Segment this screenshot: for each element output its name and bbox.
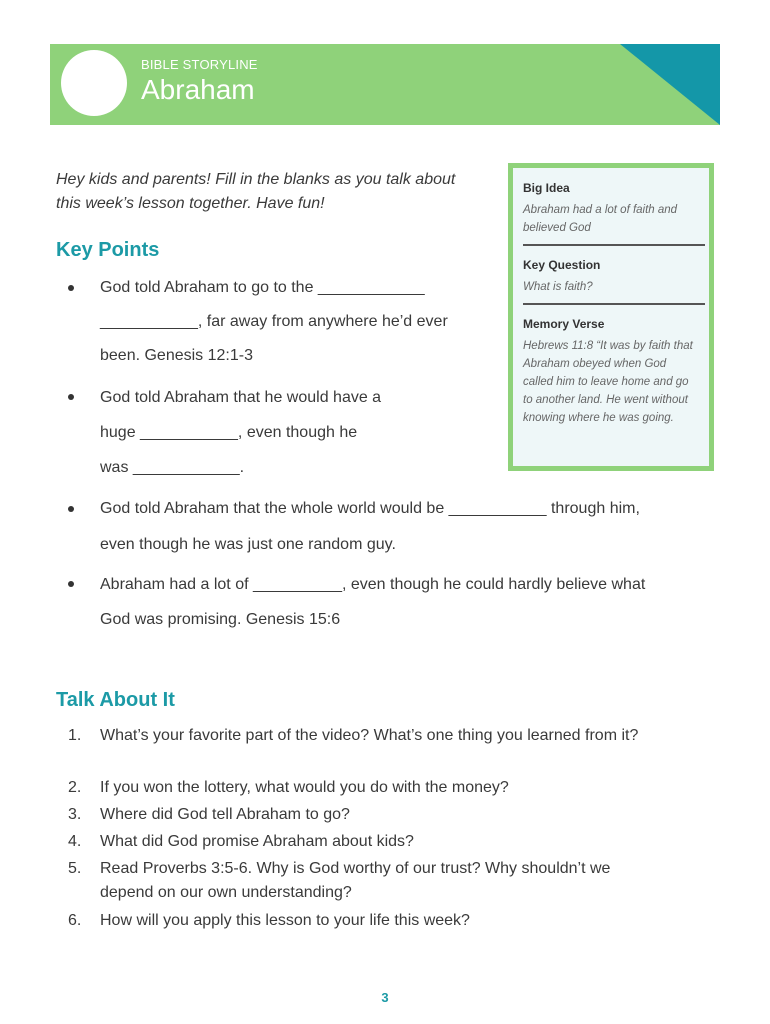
list-item-number: 4.	[68, 833, 82, 850]
key-points-heading: Key Points	[56, 239, 160, 261]
list-item: Read Proverbs 3:5-6. Why is God worthy of our trust? Why shouldn’t we depend on our own understanding?	[100, 860, 611, 901]
list-item-number: 2.	[68, 779, 82, 796]
bullet-icon	[68, 581, 74, 587]
key-question-text: What is faith?	[523, 281, 593, 293]
list-item: How will you apply this lesson to your life this week?	[100, 912, 470, 929]
list-item-number: 5.	[68, 860, 82, 877]
page-title: Abraham	[141, 74, 255, 105]
list-item-number: 1.	[68, 727, 82, 744]
big-idea-label: Big Idea	[523, 181, 570, 195]
memory-verse-text: Hebrews 11:8 “It was by faith that Abraham obeyed when God called him to leave home and go to another land. He went without knowing where he was going.	[523, 340, 693, 424]
key-question-label: Key Question	[523, 258, 601, 272]
key-point-line: was ____________.	[100, 459, 245, 476]
key-point-line: Abraham had a lot of __________, even though he could hardly believe what	[100, 576, 646, 593]
page-number: 3	[381, 990, 389, 1005]
list-item-number: 6.	[68, 912, 82, 929]
key-point-line: ___________, far away from anywhere he’d ever	[100, 313, 448, 330]
list-item: If you won the lottery, what would you do with the money?	[100, 779, 509, 796]
key-point-line: God told Abraham to go to the ____________	[100, 279, 425, 296]
list-item-number: 3.	[68, 806, 82, 823]
intro-text: Hey kids and parents! Fill in the blanks as you talk about this week’s lesson together. Have fun!	[56, 171, 456, 212]
key-point-line: God told Abraham that he would have a	[100, 389, 382, 406]
bullet-icon	[68, 394, 74, 400]
divider	[523, 303, 705, 305]
list-item: What did God promise Abraham about kids?	[100, 833, 414, 850]
header-banner	[50, 44, 720, 125]
key-point-line: been. Genesis 12:1-3	[100, 347, 253, 364]
memory-verse-label: Memory Verse	[523, 317, 605, 331]
bullet-icon	[68, 506, 74, 512]
key-point-line: even though he was just one random guy.	[100, 536, 396, 553]
key-point-line: God told Abraham that the whole world would be ___________ through him,	[100, 500, 640, 517]
big-idea-text: Abraham had a lot of faith and believed God	[523, 204, 678, 234]
talk-about-it-heading: Talk About It	[56, 689, 175, 711]
divider	[523, 244, 705, 246]
banner-circle-icon	[61, 50, 127, 116]
corner-triangle-icon	[620, 44, 720, 125]
key-point-line: huge ___________, even though he	[100, 424, 358, 441]
list-item: What’s your favorite part of the video? What’s one thing you learned from it?	[100, 727, 639, 744]
lesson-summary-box	[508, 163, 714, 471]
key-point-line: God was promising. Genesis 15:6	[100, 611, 341, 628]
bullet-icon	[68, 285, 74, 291]
banner-eyebrow: BIBLE STORYLINE	[141, 57, 258, 72]
list-item: Where did God tell Abraham to go?	[100, 806, 350, 823]
